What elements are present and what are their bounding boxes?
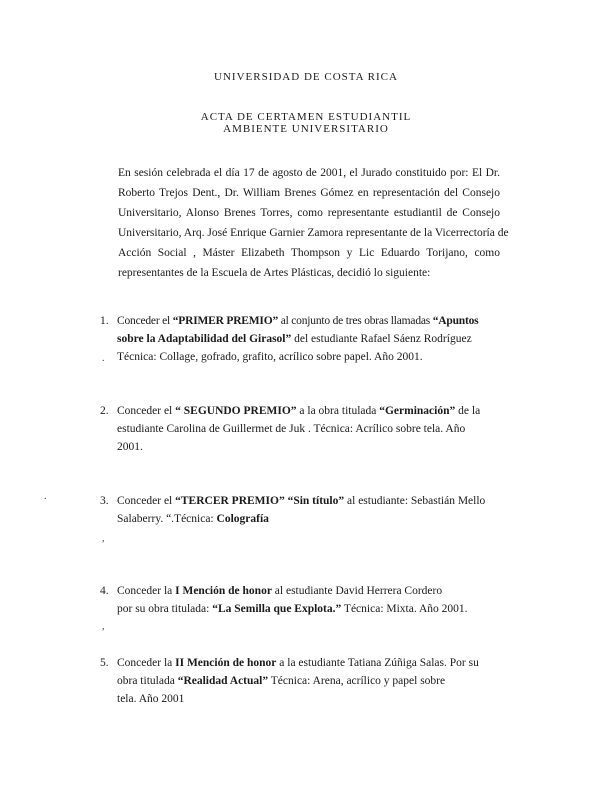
- item-line: Conceder el “ SEGUNDO PREMIO” a la obra titulada “Germinación” de la: [117, 405, 481, 417]
- item-line: tela. Año 2001: [117, 693, 185, 705]
- margin-mark: .: [44, 491, 47, 502]
- item-number: 3.: [100, 495, 109, 507]
- item-number: 1.: [100, 315, 109, 327]
- item-number: 5.: [100, 657, 109, 669]
- intro-line: Acción Social , Máster Elizabeth Thompson y Lic Eduardo Torijano, como: [118, 247, 500, 259]
- item-number: 2.: [100, 405, 109, 417]
- item-line: Técnica: Collage, gofrado, grafito, acrílico sobre papel. Año 2001.: [117, 351, 423, 363]
- act-title-line1: ACTA DE CERTAMEN ESTUDIANTIL: [200, 111, 412, 123]
- item-line: 2001.: [117, 441, 143, 453]
- intro-line: Universitario, Arq. José Enrique Garnier Zamora representante de la Vicerrectoría de: [118, 227, 509, 239]
- intro-line: Universitario, Alonso Brenes Torres, como representante estudiantil de Consejo: [118, 207, 500, 219]
- stray-mark: ,: [102, 621, 105, 632]
- item-line: estudiante Carolina de Guillermet de Juk . Técnica: Acrílico sobre tela. Año: [117, 423, 466, 435]
- item-line: sobre la Adaptabilidad del Girasol” del estudiante Rafael Sáenz Rodríguez: [117, 333, 472, 345]
- item-line: por su obra titulada: “La Semilla que Explota.” Técnica: Mixta. Año 2001.: [117, 603, 468, 615]
- item-line: Conceder el “TERCER PREMIO” “Sin título” al estudiante: Sebastián Mello: [117, 495, 486, 507]
- item-line: Conceder la I Mención de honor al estudiante David Herrera Cordero: [117, 585, 443, 597]
- item-line: Conceder el “PRIMER PREMIO” al conjunto de tres obras llamadas “Apuntos: [117, 315, 479, 327]
- item-number: 4.: [100, 585, 109, 597]
- intro-line: En sesión celebrada el día 17 de agosto de 2001, el Jurado constituido por: El Dr.: [118, 167, 500, 179]
- intro-line: Roberto Trejos Dent., Dr. William Brenes Gómez en representación del Consejo: [118, 187, 500, 199]
- item-line: Conceder la II Mención de honor a la estudiante Tatiana Zúñiga Salas. Por su: [117, 657, 479, 669]
- university-heading: UNIVERSIDAD DE COSTA RICA: [214, 71, 398, 83]
- act-title-line2: AMBIENTE UNIVERSITARIO: [223, 123, 389, 135]
- item-line: obra titulada “Realidad Actual” Técnica: Arena, acrílico y papel sobre: [117, 675, 446, 687]
- intro-line: representantes de la Escuela de Artes Plásticas, decidió lo siguiente:: [118, 267, 431, 279]
- stray-mark: ,: [102, 533, 105, 544]
- item-line: Salaberry. “.Técnica: Colografía: [117, 513, 269, 525]
- stray-mark: .: [102, 353, 105, 364]
